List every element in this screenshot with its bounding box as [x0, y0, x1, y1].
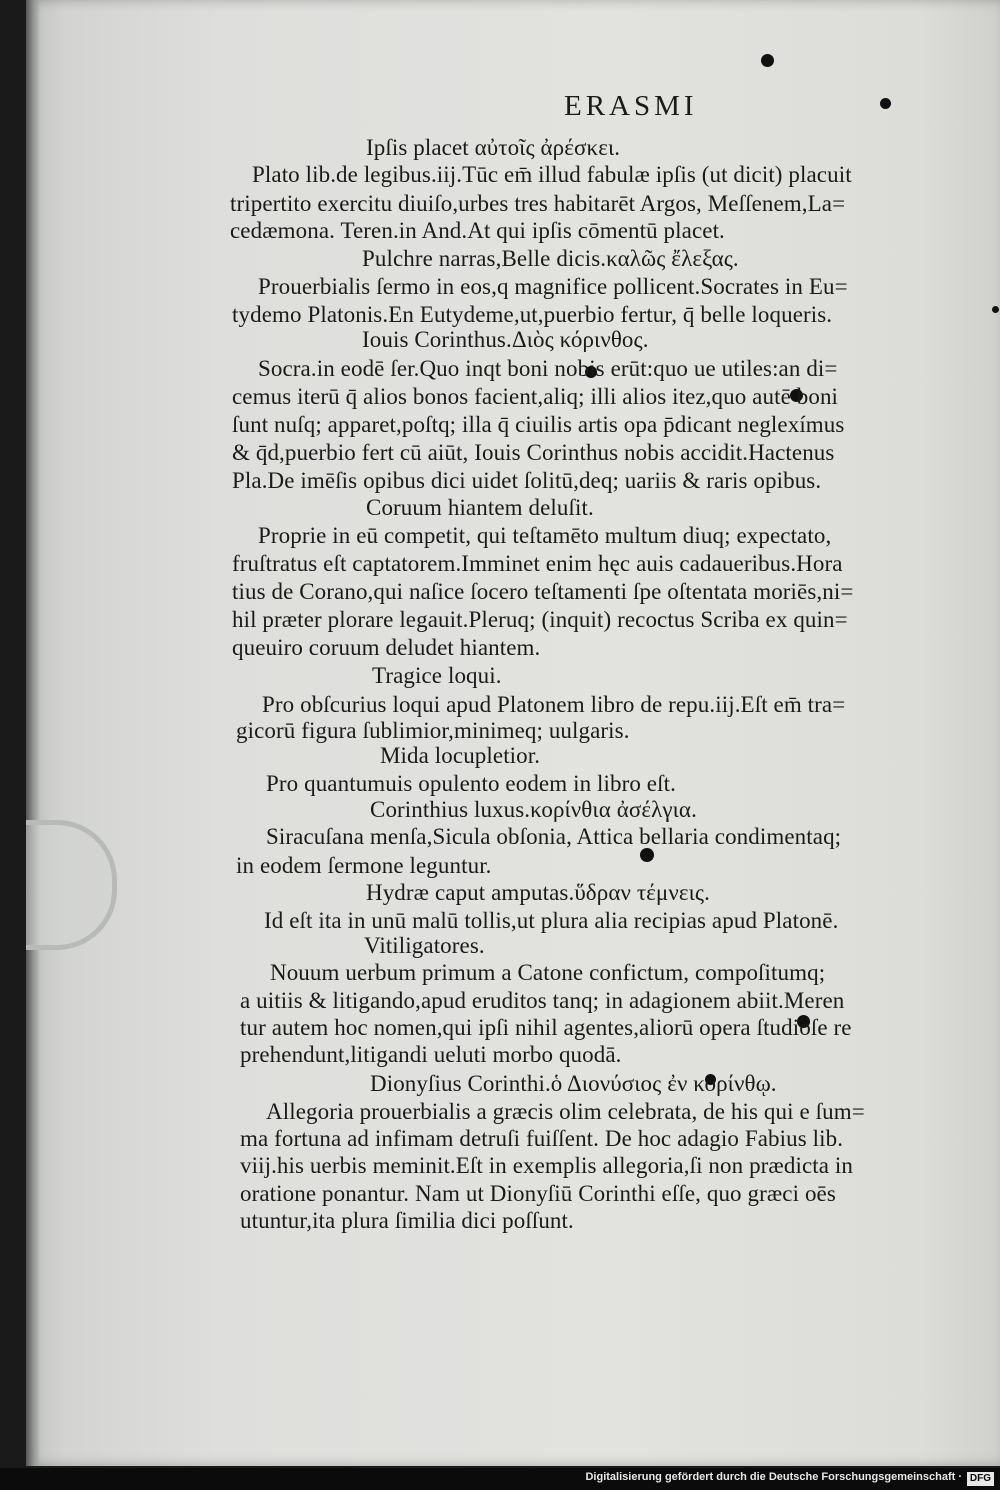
page-clip-holder — [26, 820, 117, 950]
text-line: Hydræ caput amputas.ὕδραν τέμνεις. — [366, 880, 710, 905]
text-line: queuiro coruum deludet hiantem. — [232, 635, 541, 660]
text-line: tripertito exercitu diuiſo,urbes tres habitarēt Argos, Meſſenem,La= — [230, 191, 846, 216]
text-line: a uitiis & litigando,apud eruditos tanq; in adagionem abiit.Meren — [240, 988, 845, 1013]
text-line: Mida locupletior. — [380, 743, 541, 768]
text-line: Corinthius luxus.κορίνθια ἀσέλγια. — [370, 797, 697, 822]
text-line: tur autem hoc nomen,qui ipſi nihil agentes,aliorū opera ſtudioſe re — [240, 1015, 852, 1040]
text-line: utuntur,ita plura ſimilia dici poſſunt. — [240, 1208, 574, 1233]
text-line: Ipſis placet αὐτοῖς ἀρέσκει. — [366, 135, 621, 160]
text-line: Pulchre narras,Belle dicis.καλῶς ἔλεξας. — [362, 246, 739, 271]
footer-bar — [0, 1468, 1000, 1490]
ink-spot — [640, 848, 654, 862]
text-line: tydemo Platonis.En Eutydeme,ut,puerbio fertur, q̄ belle loqueris. — [232, 302, 833, 327]
text-line: Siracuſana menſa,Sicula obſonia, Attica bellaria condimentaq; — [266, 824, 842, 849]
text-line: Pro obſcurius loqui apud Platonem libro de repu.iij.Eſt em̄ tra= — [262, 692, 846, 717]
book-page — [26, 0, 1000, 1466]
text-line: Allegoria prouerbialis a græcis olim celebrata, de his qui e ſum= — [266, 1099, 865, 1124]
dfg-logo: DFG — [967, 1472, 994, 1486]
text-line: Pla.De imēſis opibus dici uidet ſolitū,deq; uariis & raris opibus. — [232, 468, 822, 493]
text-line: cedæmona. Teren.in And.At qui ipſis cōmentū placet. — [230, 218, 725, 243]
page-gutter-shadow — [26, 0, 40, 1466]
ink-spot — [761, 54, 774, 67]
text-line: Id eſt ita in unū malū tollis,ut plura alia recipias apud Platonē. — [264, 908, 839, 933]
text-line: cemus iterū q̄ alios bonos facient,aliq; illi alios itez,quo autē boni — [232, 384, 839, 409]
text-line: oratione ponantur. Nam ut Dionyſiū Corinthi eſſe, quo græci oēs — [240, 1181, 836, 1206]
funding-credit: Digitalisierung gefördert durch die Deutsche Forschungsgemeinschaft · — [585, 1471, 962, 1483]
text-line: Nouum uerbum primum a Catone confictum, compoſitumq; — [270, 960, 826, 985]
text-line: tius de Corano,qui naſice ſocero teſtamenti ſpe oſtentata moriēs,ni= — [232, 579, 854, 604]
text-line: viij.his uerbis meminit.Eſt in exemplis allegoria,ſi non prædicta in — [240, 1153, 854, 1178]
text-line: & q̄d,puerbio fert cū aiūt, Iouis Corinthus nobis accidit.Hactenus — [232, 440, 835, 465]
ink-spot — [992, 306, 999, 313]
text-line: Dionyſius Corinthi.ὁ Διονύσιος ἐν κορίνθῳ. — [370, 1071, 777, 1096]
ink-spot — [880, 98, 891, 109]
text-line: Prouerbialis ſermo in eos,q magnifice pollicent.Socrates in Eu= — [258, 274, 848, 299]
text-line: in eodem ſermone leguntur. — [236, 853, 492, 878]
text-line: Plato lib.de legibus.iij.Tūc em̄ illud fabulæ ipſis (ut dicit) placuit — [252, 162, 852, 187]
text-line: Proprie in eū competit, qui teſtamēto multum diuq; expectato, — [258, 523, 832, 548]
text-line: Coruum hiantem deluſit. — [366, 495, 594, 520]
text-line: Iouis Corinthus.Διὸς κόρινθος. — [362, 327, 649, 352]
text-line: ma fortuna ad infimam detruſi fuiſſent. De hoc adagio Fabius lib. — [240, 1126, 844, 1151]
text-line: fruſtratus eſt captatorem.Imminet enim hęc auis cadaueribus.Hora — [232, 551, 843, 576]
text-line: Socra.in eodē ſer.Quo inqt boni nobis erūt:quo ue utiles:an di= — [258, 356, 838, 381]
text-line: prehendunt,litigandi ueluti morbo quodā. — [240, 1042, 622, 1067]
text-line: Tragice loqui. — [372, 663, 502, 688]
text-line: Pro quantumuis opulento eodem in libro eſt. — [266, 771, 676, 796]
text-line: Vitiligatores. — [364, 933, 485, 958]
running-head: ERASMI — [564, 90, 698, 122]
text-line: ſunt nuſq; apparet,poſtq; illa q̄ ciuilis artis opa p̄dicant neglexímus — [232, 412, 845, 437]
text-line: hil præter plorare legauit.Pleruq; (inquit) recoctus Scriba ex quin= — [232, 607, 848, 632]
text-line: gicorū figura ſublimior,minimeq; uulgaris. — [236, 718, 630, 743]
